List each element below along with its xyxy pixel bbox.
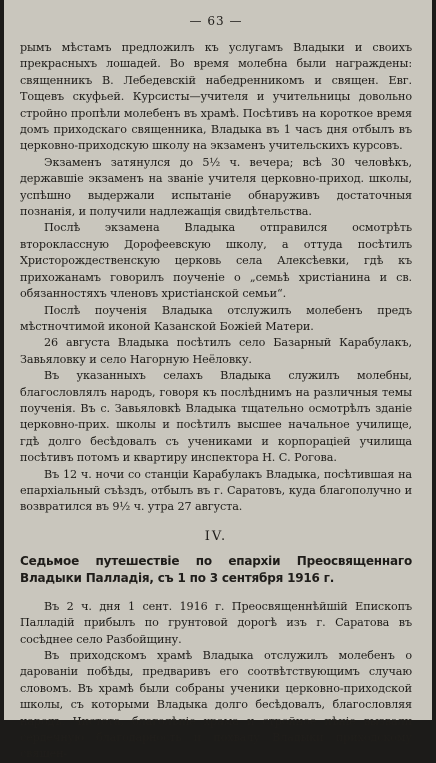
book-page: [4, 0, 432, 761]
paragraph-5: 26 августа Владыка посѣтилъ село Базарный Карабулакъ, Завьяловку и село Нагорную Неёловку.: [20, 336, 412, 366]
paragraph-7: Въ 12 ч. ночи со станціи Карабулакъ Владыка, посѣтившая на епархіальный съѣздъ, отбылъ въ г. Саратовъ, куда благополучно и возвратился въ 9½ ч. утра 27 августа.: [20, 467, 412, 514]
section-number: IV.: [204, 528, 228, 544]
paragraph-2: Экзаменъ затянулся до 5½ ч. вечера; всѣ 30 человѣкъ, державшіе экзаменъ на званіе учителя церковно-приход. школы, успѣшно выдержали испытаніе обнаруживъ достаточныя познанія, и получили надлежащія свидѣтельства.: [20, 155, 412, 219]
paragraph-3: Послѣ экзамена Владыка отправился осмотрѣть второклассную Дорофеевскую школу, а оттуда посѣтилъ Христорождественскую церковь села Алексѣевки, гдѣ къ прихожанамъ говорилъ поученіе о „семьѣ христіанина и св. обязанностяхъ членовъ христіанской семьи“.: [20, 221, 412, 301]
section-heading: Седьмое путешествіе по епархіи Преосвященнаго Владыки Палладія, съ 1 по 3 сентября 1916 г.: [20, 553, 412, 585]
section-paragraph-2: Въ приходскомъ храмѣ Владыка отслужилъ молебенъ о дарованіи побѣды, предваривъ его соотвѣтствующимъ случаю словомъ. Въ храмѣ были собраны ученики церковно-приходской школы, съ которыми Владыка долго бесѣдовалъ, благословляя народъ. Чистота, благолѣпіе храма и стройное пѣніе вызвали сердечную благодарность и похвалу Владыки приходскому священ-: [20, 649, 412, 761]
paragraph-1: рымъ мѣстамъ предложилъ къ услугамъ Владыки и своихъ прекрасныхъ лошадей. Во время молебна были награждены: священникъ В. Лебедевскій набедренникомъ и священ. Евг. Тощевъ скуфьей. Курсисты—учителя и учительницы довольно стройно пропѣли молебенъ въ храмѣ. Посѣтивъ на короткое время домъ приходскаго священника, Владыка въ 1 часъ дня отбылъ въ церковно-приходскую школу на экзаменъ учительскихъ курсовъ.: [20, 41, 412, 153]
paragraph-4: Послѣ поученія Владыка отслужилъ молебенъ предъ мѣстночтимой иконой Казанской Божіей Матери.: [20, 303, 412, 333]
paragraph-6: Въ указанныхъ селахъ Владыка служилъ молебны, благословлялъ народъ, говоря къ послѣднимъ на различныя темы поученія. Въ с. Завьяловкѣ Владыка тщательно осмотрѣлъ зданіе церковно-прих. школы и посѣтилъ высшее начальное училище, гдѣ долго бесѣдовалъ съ учениками и корпораціей училища посѣтивъ потомъ и квартиру инспектора Н. С. Рогова.: [20, 369, 412, 465]
page-number: — 63 —: [189, 14, 243, 28]
section-paragraph-1: Въ 2 ч. дня 1 сент. 1916 г. Преосвященнѣйшій Епископъ Палладій прибылъ по грунтовой дорогѣ изъ г. Саратова въ сосѣднее село Разбойщину.: [20, 599, 412, 646]
